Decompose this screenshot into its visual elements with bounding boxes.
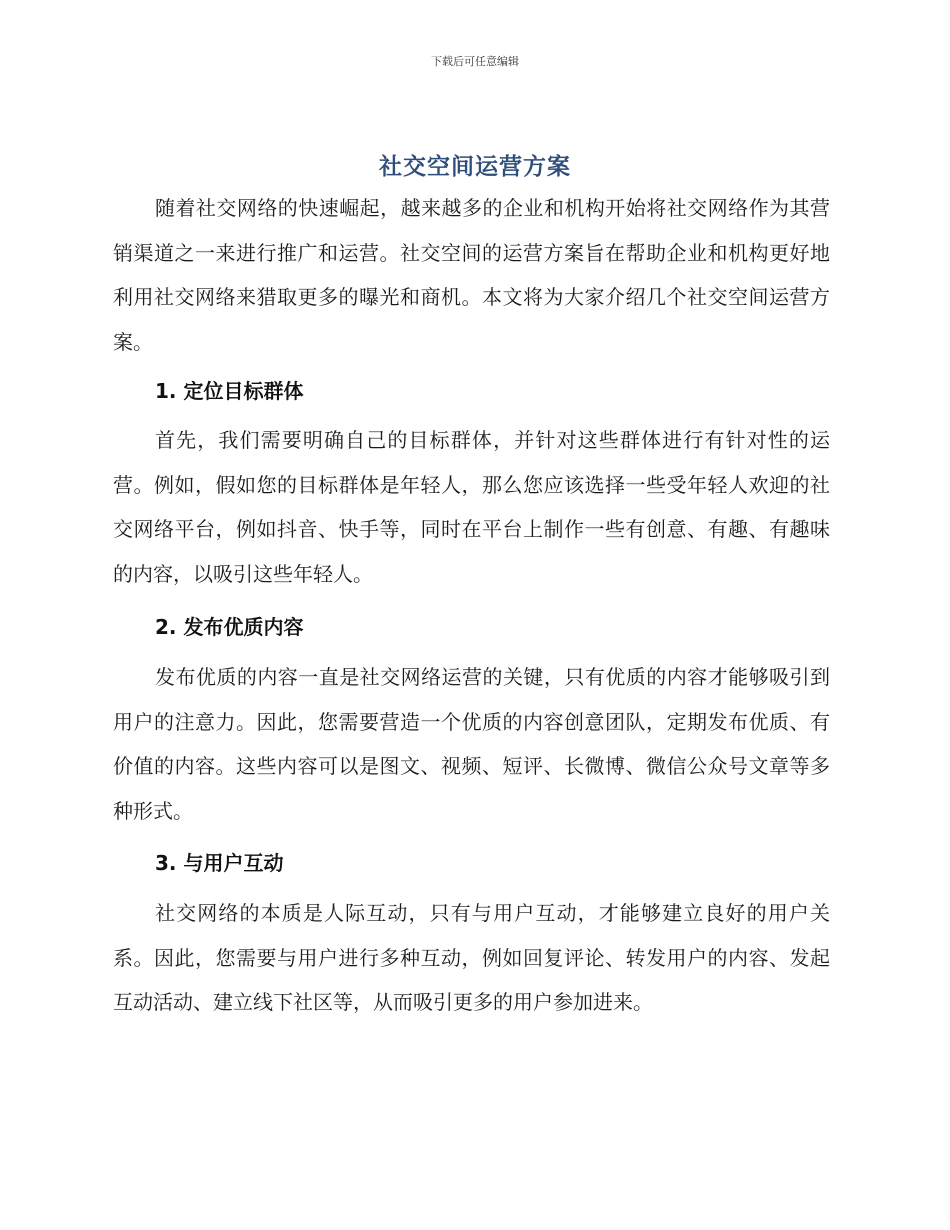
section-body-2: 发布优质的内容一直是社交网络运营的关键，只有优质的内容才能够吸引到用户的注意力。因此，您需要营造一个优质的内容创意团队，定期发布优质、有价值的内容。这些内容可以是图文、视频、短评、长微博、微信公众号文章等多种形式。 <box>113 665 830 823</box>
section-body-1: 首先，我们需要明确自己的目标群体，并针对这些群体进行有针对性的运营。例如，假如您的目标群体是年轻人，那么您应该选择一些受年轻人欢迎的社交网络平台，例如抖音、快手等，同时在平台上制作一些有创意、有趣、有趣味的内容，以吸引这些年轻人。 <box>113 428 830 586</box>
intro-paragraph: 随着社交网络的快速崛起，越来越多的企业和机构开始将社交网络作为其营销渠道之一来进行推广和运营。社交空间的运营方案旨在帮助企业和机构更好地利用社交网络来猎取更多的曝光和商机。本文将为大家介绍几个社交空间运营方案。 <box>113 196 830 354</box>
header-note: 下载后可任意编辑 <box>431 55 519 68</box>
document-title: 社交空间运营方案 <box>379 154 571 180</box>
section-heading-2: 2. 发布优质内容 <box>155 615 304 639</box>
section-body-3: 社交网络的本质是人际互动，只有与用户互动，才能够建立良好的用户关系。因此，您需要与用户进行多种互动，例如回复评论、转发用户的内容、发起互动活动、建立线下社区等，从而吸引更多的用户参加进来。 <box>113 901 830 1014</box>
section-heading-3: 3. 与用户互动 <box>155 851 284 875</box>
section-heading-1: 1. 定位目标群体 <box>155 379 304 403</box>
